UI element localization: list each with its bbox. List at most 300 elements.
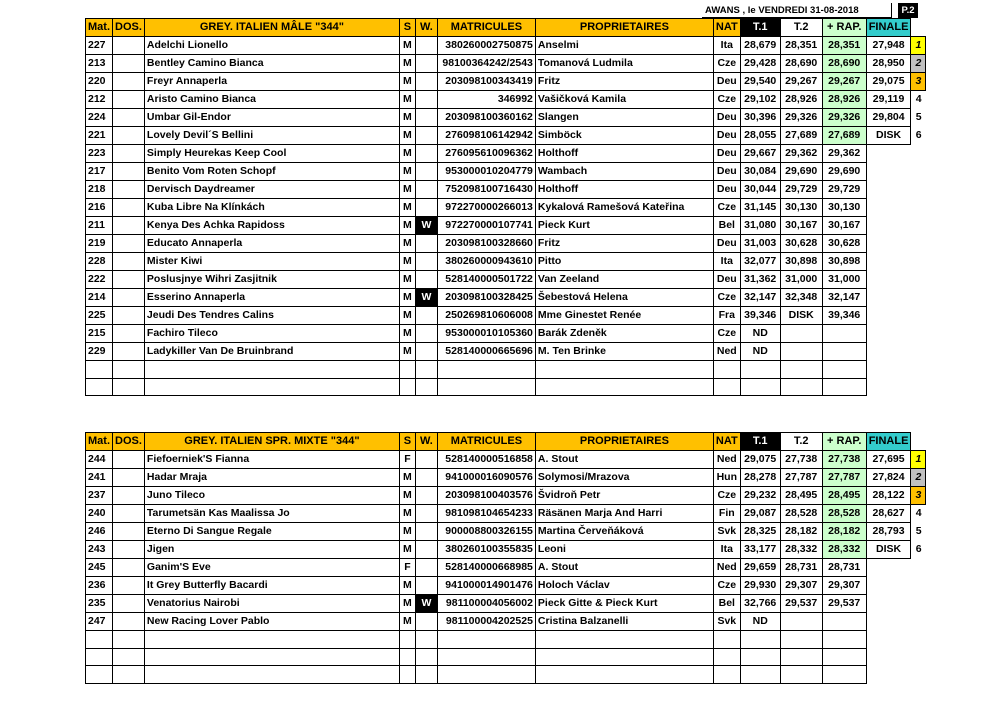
- cell-rap: [822, 666, 866, 684]
- cell-sex: F: [399, 451, 415, 469]
- cell-place: 1: [911, 37, 926, 55]
- cell-mat: 247: [86, 613, 113, 631]
- place-date: AWANS , le VENDREDI 31-08-2018: [702, 3, 892, 18]
- cell-finale: [866, 595, 911, 613]
- cell-w: [415, 181, 437, 199]
- results-table-male: [85, 18, 926, 396]
- cell-mat: 227: [86, 37, 113, 55]
- cell-t1: 29,232: [740, 487, 780, 505]
- cell-mat: 244: [86, 451, 113, 469]
- cell-finale: 27,695: [866, 451, 911, 469]
- cell-sex: [399, 361, 415, 379]
- cell-finale: DISK: [866, 541, 911, 559]
- cell-sex: M: [399, 577, 415, 595]
- cell-matricule: 98100364242/2543: [437, 55, 535, 73]
- cell-w: W: [415, 289, 437, 307]
- cell-t1: [740, 648, 780, 666]
- cell-matricule: 528140000665696: [437, 343, 535, 361]
- cell-rap: 29,729: [822, 181, 866, 199]
- cell-name: Lovely Devil´S Bellini: [144, 127, 399, 145]
- cell-w: [415, 343, 437, 361]
- cell-dos: [113, 235, 145, 253]
- cell-mat: 224: [86, 109, 113, 127]
- cell-nat: Deu: [713, 163, 740, 181]
- cell-sex: M: [399, 289, 415, 307]
- cell-nat: [713, 361, 740, 379]
- cell-owner: Holthoff: [535, 181, 713, 199]
- cell-place: [911, 343, 926, 361]
- col-header-name: GREY. ITALIEN MÂLE "344": [144, 19, 399, 37]
- cell-t1: 32,077: [740, 253, 780, 271]
- cell-owner: Martina Červeňáková: [535, 523, 713, 541]
- table-row: [86, 648, 926, 666]
- cell-owner: Fritz: [535, 235, 713, 253]
- cell-w: [415, 648, 437, 666]
- cell-t1: 33,177: [740, 541, 780, 559]
- cell-place: [911, 199, 926, 217]
- cell-place: [911, 163, 926, 181]
- cell-t2: 28,528: [780, 505, 822, 523]
- cell-name: It Grey Butterfly Bacardi: [144, 577, 399, 595]
- cell-finale: 28,122: [866, 487, 911, 505]
- cell-w: [415, 487, 437, 505]
- table-row: [86, 271, 926, 289]
- cell-nat: Deu: [713, 127, 740, 145]
- cell-rap: [822, 325, 866, 343]
- col-header-owner: PROPRIETAIRES: [535, 433, 713, 451]
- cell-rap: [822, 648, 866, 666]
- cell-nat: Ita: [713, 541, 740, 559]
- cell-t1: ND: [740, 343, 780, 361]
- cell-t1: [740, 378, 780, 396]
- cell-finale: [866, 559, 911, 577]
- col-header-t2: T.2: [780, 19, 822, 37]
- cell-owner: Solymosi/Mrazova: [535, 469, 713, 487]
- cell-t2: [780, 613, 822, 631]
- cell-finale: 27,948: [866, 37, 911, 55]
- col-header-owner: PROPRIETAIRES: [535, 19, 713, 37]
- cell-mat: [86, 648, 113, 666]
- cell-finale: [866, 325, 911, 343]
- cell-name: [144, 648, 399, 666]
- cell-nat: Cze: [713, 289, 740, 307]
- cell-t1: [740, 631, 780, 649]
- cell-place: [911, 559, 926, 577]
- cell-name: Hadar Mraja: [144, 469, 399, 487]
- cell-dos: [113, 289, 145, 307]
- cell-owner: Wambach: [535, 163, 713, 181]
- cell-t1: 30,084: [740, 163, 780, 181]
- cell-name: Educato Annaperla: [144, 235, 399, 253]
- cell-w: [415, 451, 437, 469]
- table-row: [86, 343, 926, 361]
- cell-t2: 28,731: [780, 559, 822, 577]
- cell-dos: [113, 469, 145, 487]
- cell-t2: [780, 343, 822, 361]
- cell-sex: M: [399, 37, 415, 55]
- cell-place: [911, 217, 926, 235]
- cell-matricule: 203098100328660: [437, 235, 535, 253]
- cell-t2: [780, 325, 822, 343]
- cell-mat: 214: [86, 289, 113, 307]
- cell-dos: [113, 253, 145, 271]
- cell-t2: 29,362: [780, 145, 822, 163]
- col-header-matricule: MATRICULES: [437, 19, 535, 37]
- cell-nat: Fra: [713, 307, 740, 325]
- cell-mat: 215: [86, 325, 113, 343]
- col-header-sex: S: [399, 19, 415, 37]
- cell-matricule: 203098100403576: [437, 487, 535, 505]
- cell-owner: Slangen: [535, 109, 713, 127]
- cell-mat: 218: [86, 181, 113, 199]
- cell-name: Umbar Gil-Endor: [144, 109, 399, 127]
- cell-t1: ND: [740, 325, 780, 343]
- cell-name: Dervisch Daydreamer: [144, 181, 399, 199]
- cell-name: Juno Tileco: [144, 487, 399, 505]
- cell-w: [415, 145, 437, 163]
- cell-nat: Bel: [713, 217, 740, 235]
- cell-nat: Deu: [713, 235, 740, 253]
- cell-rap: 28,731: [822, 559, 866, 577]
- cell-dos: [113, 648, 145, 666]
- cell-matricule: [437, 648, 535, 666]
- table-row: [86, 73, 926, 91]
- cell-w: [415, 55, 437, 73]
- cell-matricule: 380260100355835: [437, 541, 535, 559]
- cell-nat: [713, 648, 740, 666]
- cell-mat: 241: [86, 469, 113, 487]
- cell-finale: [866, 217, 911, 235]
- col-header-nat: NAT: [713, 19, 740, 37]
- table-row: [86, 199, 926, 217]
- cell-matricule: 953000010204779: [437, 163, 535, 181]
- cell-finale: [866, 613, 911, 631]
- cell-name: Poslusjnye Wihri Zasjitnik: [144, 271, 399, 289]
- cell-sex: M: [399, 487, 415, 505]
- cell-place: 6: [915, 543, 922, 555]
- cell-finale: [866, 361, 911, 379]
- cell-t2: [780, 666, 822, 684]
- cell-sex: M: [399, 271, 415, 289]
- cell-t2: 29,307: [780, 577, 822, 595]
- cell-sex: M: [399, 163, 415, 181]
- cell-owner: Cristina Balzanelli: [535, 613, 713, 631]
- cell-mat: 216: [86, 199, 113, 217]
- cell-place: [911, 378, 926, 396]
- cell-w: [415, 361, 437, 379]
- cell-name: Tarumetsän Kas Maalissa Jo: [144, 505, 399, 523]
- cell-mat: [86, 378, 113, 396]
- cell-t2: [780, 378, 822, 396]
- cell-sex: M: [399, 325, 415, 343]
- cell-w: [415, 613, 437, 631]
- cell-name: Esserino Annaperla: [144, 289, 399, 307]
- cell-finale: [866, 343, 911, 361]
- cell-matricule: 528140000516858: [437, 451, 535, 469]
- cell-dos: [113, 559, 145, 577]
- cell-sex: M: [399, 613, 415, 631]
- cell-rap: 30,167: [822, 217, 866, 235]
- cell-t2: 28,182: [780, 523, 822, 541]
- cell-nat: Cze: [713, 577, 740, 595]
- cell-place: 6: [915, 129, 922, 141]
- cell-name: Jigen: [144, 541, 399, 559]
- cell-nat: [713, 631, 740, 649]
- cell-matricule: 346992: [437, 91, 535, 109]
- cell-owner: Kykalová Ramešová Kateřina: [535, 199, 713, 217]
- cell-name: Kenya Des Achka Rapidoss: [144, 217, 399, 235]
- cell-t2: 28,351: [780, 37, 822, 55]
- cell-mat: 246: [86, 523, 113, 541]
- col-header-t1: T.1: [740, 19, 780, 37]
- cell-name: Bentley Camino Bianca: [144, 55, 399, 73]
- cell-dos: [113, 127, 145, 145]
- cell-dos: [113, 181, 145, 199]
- cell-rap: 30,898: [822, 253, 866, 271]
- cell-rap: 28,182: [822, 523, 866, 541]
- cell-w: W: [415, 595, 437, 613]
- cell-rap: 28,351: [822, 37, 866, 55]
- cell-rap: 29,537: [822, 595, 866, 613]
- cell-rap: 39,346: [822, 307, 866, 325]
- cell-matricule: 528140000668985: [437, 559, 535, 577]
- cell-owner: Räsänen Marja And Harri: [535, 505, 713, 523]
- cell-finale: 27,824: [866, 469, 911, 487]
- cell-dos: [113, 145, 145, 163]
- cell-matricule: [437, 378, 535, 396]
- cell-t1: 31,362: [740, 271, 780, 289]
- cell-sex: M: [399, 235, 415, 253]
- cell-finale: [866, 271, 911, 289]
- cell-rap: 29,307: [822, 577, 866, 595]
- cell-sex: M: [399, 181, 415, 199]
- col-header-w: W.: [415, 19, 437, 37]
- cell-t2: 28,926: [780, 91, 822, 109]
- cell-nat: Bel: [713, 595, 740, 613]
- cell-nat: Ned: [713, 559, 740, 577]
- cell-owner: Leoni: [535, 541, 713, 559]
- cell-finale: [866, 577, 911, 595]
- cell-mat: 237: [86, 487, 113, 505]
- cell-mat: 243: [86, 541, 113, 559]
- cell-owner: Holthoff: [535, 145, 713, 163]
- cell-name: Eterno Di Sangue Regale: [144, 523, 399, 541]
- cell-place: [911, 648, 926, 666]
- cell-t1: 32,147: [740, 289, 780, 307]
- cell-w: [415, 577, 437, 595]
- col-header-nat: NAT: [713, 433, 740, 451]
- cell-mat: 225: [86, 307, 113, 325]
- col-header-mat: Mat.: [86, 19, 113, 37]
- cell-t1: 30,044: [740, 181, 780, 199]
- cell-mat: 223: [86, 145, 113, 163]
- cell-rap: 27,738: [822, 451, 866, 469]
- cell-place: [911, 595, 926, 613]
- cell-finale: [866, 648, 911, 666]
- cell-owner: Anselmi: [535, 37, 713, 55]
- cell-t2: [780, 361, 822, 379]
- cell-finale: 29,804: [866, 109, 911, 127]
- table-row: [86, 127, 926, 145]
- cell-rap: [822, 361, 866, 379]
- cell-owner: Fritz: [535, 73, 713, 91]
- cell-t1: 32,766: [740, 595, 780, 613]
- cell-finale: [866, 145, 911, 163]
- table-row: [86, 217, 926, 235]
- cell-w: [415, 109, 437, 127]
- cell-sex: M: [399, 595, 415, 613]
- cell-finale: 28,950: [866, 55, 911, 73]
- cell-rap: 28,528: [822, 505, 866, 523]
- cell-w: [415, 541, 437, 559]
- cell-mat: 228: [86, 253, 113, 271]
- table-row: [86, 451, 926, 469]
- cell-name: Jeudi Des Tendres Calins: [144, 307, 399, 325]
- cell-name: Ladykiller Van De Bruinbrand: [144, 343, 399, 361]
- cell-t2: 29,267: [780, 73, 822, 91]
- cell-matricule: 276095610096362: [437, 145, 535, 163]
- cell-sex: M: [399, 253, 415, 271]
- table-row: [86, 163, 926, 181]
- cell-matricule: 528140000501722: [437, 271, 535, 289]
- cell-t1: 28,325: [740, 523, 780, 541]
- cell-mat: 220: [86, 73, 113, 91]
- cell-t2: [780, 648, 822, 666]
- cell-name: [144, 666, 399, 684]
- cell-t2: 28,495: [780, 487, 822, 505]
- table-row: [86, 631, 926, 649]
- cell-finale: [866, 253, 911, 271]
- cell-owner: Šebestová Helena: [535, 289, 713, 307]
- cell-t2: 28,690: [780, 55, 822, 73]
- cell-dos: [113, 199, 145, 217]
- cell-finale: [866, 181, 911, 199]
- cell-nat: Deu: [713, 145, 740, 163]
- cell-matricule: 981100004056002: [437, 595, 535, 613]
- cell-place: [911, 145, 926, 163]
- cell-place: [911, 271, 926, 289]
- cell-name: Freyr Annaperla: [144, 73, 399, 91]
- cell-finale: 29,119: [866, 91, 911, 109]
- cell-t1: 29,428: [740, 55, 780, 73]
- cell-t1: 39,346: [740, 307, 780, 325]
- cell-name: Mister Kiwi: [144, 253, 399, 271]
- page-number: P.2: [898, 3, 918, 18]
- cell-owner: Van Zeeland: [535, 271, 713, 289]
- cell-nat: Hun: [713, 469, 740, 487]
- cell-matricule: 276098106142942: [437, 127, 535, 145]
- cell-t2: 32,348: [780, 289, 822, 307]
- cell-mat: 211: [86, 217, 113, 235]
- cell-w: [415, 127, 437, 145]
- col-header-sex: S: [399, 433, 415, 451]
- table-row: [86, 523, 926, 541]
- cell-rap: 31,000: [822, 271, 866, 289]
- cell-nat: Deu: [713, 181, 740, 199]
- cell-matricule: 203098100328425: [437, 289, 535, 307]
- cell-dos: [113, 523, 145, 541]
- cell-t2: 29,690: [780, 163, 822, 181]
- cell-rap: [822, 343, 866, 361]
- cell-place: [911, 666, 926, 684]
- cell-w: [415, 631, 437, 649]
- col-header-dos: DOS.: [113, 19, 145, 37]
- cell-sex: [399, 648, 415, 666]
- cell-t2: 29,326: [780, 109, 822, 127]
- cell-w: [415, 307, 437, 325]
- table-row: [86, 55, 926, 73]
- cell-owner: [535, 361, 713, 379]
- cell-t2: DISK: [780, 307, 822, 325]
- cell-sex: M: [399, 55, 415, 73]
- cell-t1: [740, 666, 780, 684]
- cell-rap: [822, 631, 866, 649]
- cell-owner: Vašičková Kamila: [535, 91, 713, 109]
- cell-place: 2: [911, 469, 926, 487]
- cell-nat: Deu: [713, 271, 740, 289]
- cell-owner: A. Stout: [535, 451, 713, 469]
- col-header-t2: T.2: [780, 433, 822, 451]
- cell-sex: M: [399, 469, 415, 487]
- cell-t1: 28,278: [740, 469, 780, 487]
- col-header-dos: DOS.: [113, 433, 145, 451]
- cell-t2: 28,332: [780, 541, 822, 559]
- cell-place: 4: [915, 93, 922, 106]
- cell-w: [415, 469, 437, 487]
- cell-place: [911, 307, 926, 325]
- cell-matricule: 752098100716430: [437, 181, 535, 199]
- col-header-place: [911, 433, 926, 451]
- cell-w: [415, 523, 437, 541]
- table-row: [86, 595, 926, 613]
- cell-t2: 30,130: [780, 199, 822, 217]
- cell-dos: [113, 217, 145, 235]
- cell-nat: Cze: [713, 199, 740, 217]
- cell-matricule: [437, 666, 535, 684]
- cell-owner: Pieck Gitte & Pieck Kurt: [535, 595, 713, 613]
- table-row: [86, 289, 926, 307]
- cell-w: [415, 235, 437, 253]
- cell-matricule: 380260000943610: [437, 253, 535, 271]
- table-row: [86, 613, 926, 631]
- table-row: [86, 378, 926, 396]
- cell-w: W: [415, 217, 437, 235]
- cell-place: [911, 325, 926, 343]
- cell-finale: [866, 378, 911, 396]
- cell-rap: 27,689: [822, 127, 866, 145]
- cell-sex: F: [399, 559, 415, 577]
- cell-t2: 30,898: [780, 253, 822, 271]
- cell-name: Venatorius Nairobi: [144, 595, 399, 613]
- cell-dos: [113, 487, 145, 505]
- cell-owner: Švidroň Petr: [535, 487, 713, 505]
- cell-mat: [86, 666, 113, 684]
- cell-w: [415, 163, 437, 181]
- cell-matricule: 941000016090576: [437, 469, 535, 487]
- table-row: [86, 361, 926, 379]
- col-header-finale: FINALE: [866, 19, 911, 37]
- cell-owner: Holoch Václav: [535, 577, 713, 595]
- cell-rap: [822, 378, 866, 396]
- cell-finale: 28,627: [866, 505, 911, 523]
- cell-w: [415, 505, 437, 523]
- cell-nat: Cze: [713, 91, 740, 109]
- cell-nat: Fin: [713, 505, 740, 523]
- cell-name: [144, 361, 399, 379]
- cell-dos: [113, 271, 145, 289]
- cell-place: 5: [915, 111, 922, 123]
- cell-name: Benito Vom Roten Schopf: [144, 163, 399, 181]
